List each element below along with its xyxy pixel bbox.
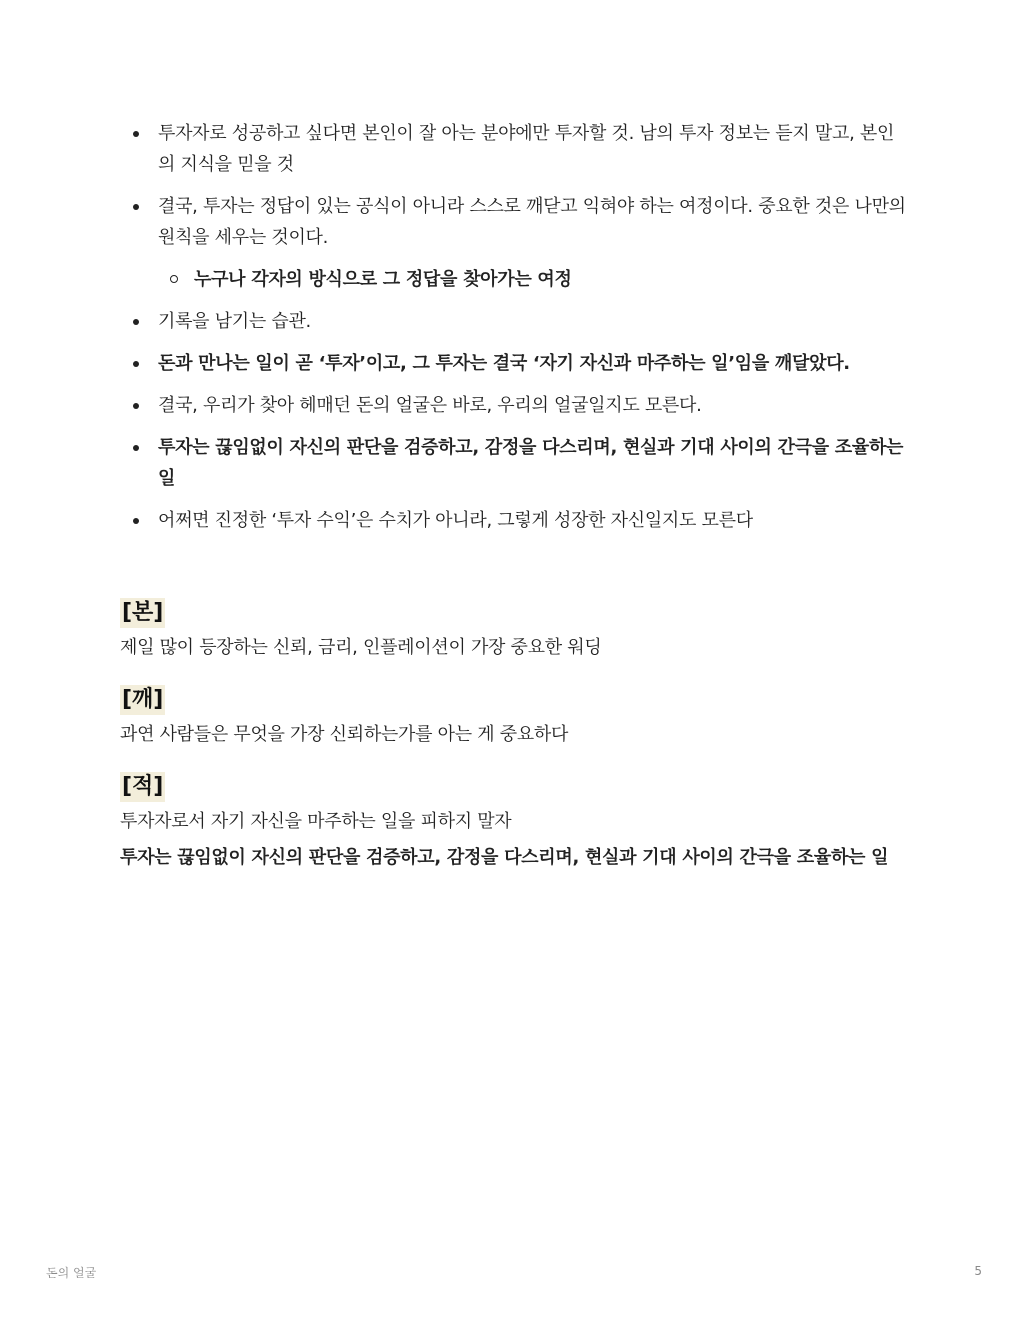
list-item xyxy=(120,118,910,180)
list-item xyxy=(120,191,910,253)
list-item-text: 누구나 각자의 방식으로 그 정답을 찾아가는 여정 xyxy=(194,269,572,290)
bullet-dot-icon xyxy=(133,445,139,451)
sub-list-item xyxy=(120,264,910,295)
bullet-dot-icon xyxy=(133,403,139,409)
hollow-bullet-icon xyxy=(170,275,178,283)
list-item xyxy=(120,306,910,337)
bullet-dot-icon xyxy=(133,131,139,137)
section-bon xyxy=(120,598,910,663)
bullet-dot-icon xyxy=(133,361,139,367)
list-item xyxy=(120,390,910,421)
list-item-text: 기록을 남기는 습관. xyxy=(158,311,311,332)
section-text: 제일 많이 등장하는 신뢰, 금리, 인플레이션이 가장 중요한 워딩 xyxy=(120,637,602,658)
list-item xyxy=(120,505,910,536)
bullet-dot-icon xyxy=(133,319,139,325)
section-kkae xyxy=(120,685,910,750)
notes-sections xyxy=(120,598,910,895)
list-item xyxy=(120,348,910,379)
bullet-dot-icon xyxy=(133,518,139,524)
list-item xyxy=(120,432,910,494)
section-heading: [본] xyxy=(120,598,165,628)
list-item-text: 투자는 끊임없이 자신의 판단을 검증하고, 감정을 다스리며, 현실과 기대 사이의 간극을 조율하는 일 xyxy=(158,437,904,489)
section-text: 과연 사람들은 무엇을 가장 신뢰하는가를 아는 게 중요하다 xyxy=(120,724,569,745)
list-item-text: 결국, 투자는 정답이 있는 공식이 아니라 스스로 깨닫고 익혀야 하는 여정이다. 중요한 것은 나만의 원칙을 세우는 것이다. xyxy=(158,196,906,248)
list-item-text: 투자자로 성공하고 싶다면 본인이 잘 아는 분야에만 투자할 것. 남의 투자 정보는 듣지 말고, 본인의 지식을 믿을 것 xyxy=(158,123,895,175)
list-item-text: 어쩌면 진정한 ‘투자 수익’은 수치가 아니라, 그렇게 성장한 자신일지도 모른다 xyxy=(158,510,753,531)
section-heading: [적] xyxy=(120,772,165,802)
list-item-text: 결국, 우리가 찾아 헤매던 돈의 얼굴은 바로, 우리의 얼굴일지도 모른다. xyxy=(158,395,702,416)
footer-page-number: 5 xyxy=(974,1264,982,1278)
section-jeok xyxy=(120,772,910,873)
bullet-list xyxy=(120,118,910,536)
footer-document-title: 돈의 얼굴 xyxy=(46,1266,97,1280)
section-text-bold: 투자는 끊임없이 자신의 판단을 검증하고, 감정을 다스리며, 현실과 기대 사이의 간극을 조율하는 일 xyxy=(120,847,889,868)
bullet-dot-icon xyxy=(133,204,139,210)
section-heading: [깨] xyxy=(120,685,165,715)
list-item-text: 돈과 만나는 일이 곧 ‘투자’이고, 그 투자는 결국 ‘자기 자신과 마주하는 일’임을 깨달았다. xyxy=(158,353,850,374)
section-text: 투자자로서 자기 자신을 마주하는 일을 피하지 말자 xyxy=(120,811,512,832)
bullet-list-container xyxy=(120,118,910,547)
